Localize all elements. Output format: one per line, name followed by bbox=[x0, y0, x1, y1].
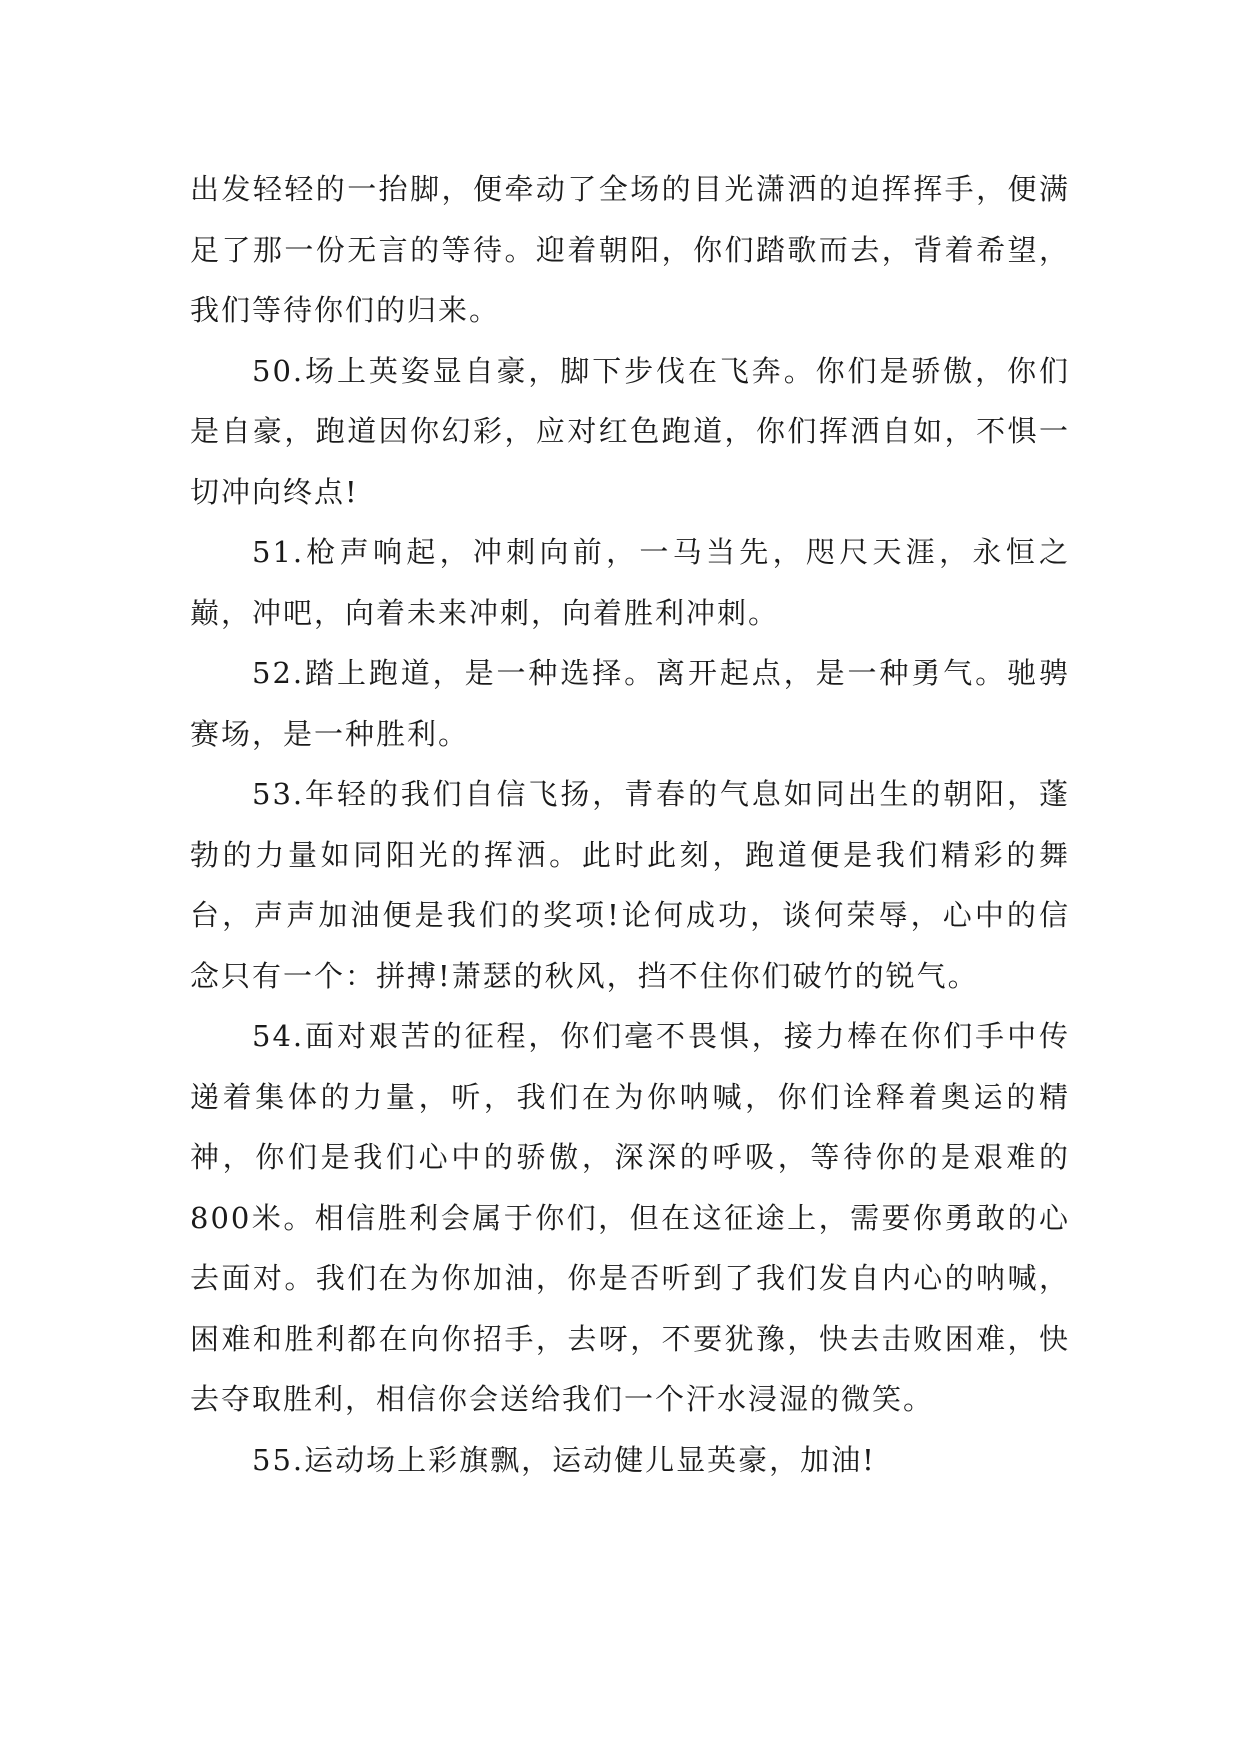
document-body bbox=[190, 159, 1070, 1490]
paragraph-continuation: 出发轻轻的一抬脚，便牵动了全场的目光潇洒的迫挥挥手，便满足了那一份无言的等待。迎着朝阳，你们踏歌而去，背着希望，我们等待你们的归来。 bbox=[190, 172, 1070, 327]
paragraph-50: 50.场上英姿显自豪，脚下步伐在飞奔。你们是骄傲，你们是自豪，跑道因你幻彩，应对红色跑道，你们挥洒自如，不惧一切冲向终点! bbox=[190, 353, 1070, 509]
paragraph-51: 51.枪声响起，冲刺向前，一马当先，咫尺天涯，永恒之巅，冲吧，向着未来冲刺，向着胜利冲刺。 bbox=[190, 535, 1070, 630]
paragraph-55: 55.运动场上彩旗飘，运动健儿显英豪，加油! bbox=[252, 1442, 876, 1477]
paragraph-53: 53.年轻的我们自信飞扬，青春的气息如同出生的朝阳，蓬勃的力量如同阳光的挥洒。此时此刻，跑道便是我们精彩的舞台，声声加油便是我们的奖项!论何成功，谈何荣辱，心中的信念只有一个：拼搏!萧瑟的秋风，挡不住你们破竹的锐气。 bbox=[190, 777, 1070, 993]
paragraph-54: 54.面对艰苦的征程，你们毫不畏惧，接力棒在你们手中传递着集体的力量，听，我们在为你呐喊，你们诠释着奥运的精神，你们是我们心中的骄傲，深深的呼吸，等待你的是艰难的800米。相信胜利会属于你们，但在这征途上，需要你勇敢的心去面对。我们在为你加油，你是否听到了我们发自内心的呐喊，困难和胜利都在向你招手，去呀，不要犹豫，快去击败困难，快去夺取胜利，相信你会送给我们一个汗水浸湿的微笑。 bbox=[190, 1019, 1070, 1416]
paragraph-52: 52.踏上跑道，是一种选择。离开起点，是一种勇气。驰骋赛场，是一种胜利。 bbox=[190, 656, 1070, 751]
